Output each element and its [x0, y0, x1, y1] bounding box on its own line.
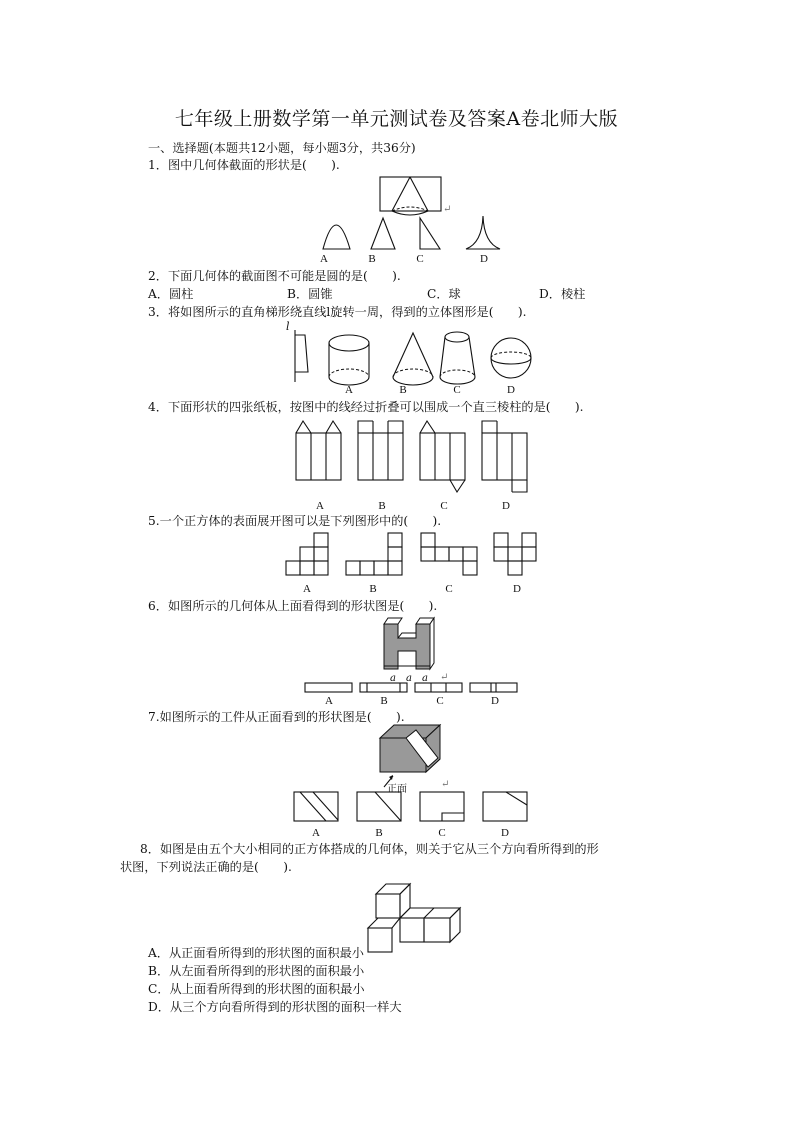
q3-label-c: C [453, 384, 461, 396]
question-5-stem: 5.一个正方体的表面展开图可以是下列图形中的( ). [148, 514, 442, 528]
q6-label-c: C [436, 695, 444, 707]
q1-label-c: C [416, 253, 424, 265]
q7-options-figures [294, 792, 534, 824]
q7-label-d: D [501, 827, 509, 839]
q8-option-d: D．从三个方向看所得到的形状图的面积一样大 [148, 1000, 402, 1014]
q3-label-d: D [507, 384, 515, 396]
q5-label-b: B [369, 583, 377, 595]
q5-label-a: A [303, 583, 311, 595]
axis-label-l: l [286, 320, 290, 333]
return-mark: ↵ [443, 204, 452, 215]
question-3-stem: 3．将如图所示的直角梯形绕直线l旋转一周，得到的立体图形是( ). [148, 305, 527, 319]
q6-label-d: D [491, 695, 499, 707]
q3-figures [290, 330, 540, 385]
q6-label-a: A [325, 695, 333, 707]
q3-label-b: B [399, 384, 407, 396]
q8-cubes-figure [364, 877, 464, 947]
q2-option-b: B．圆锥 [287, 287, 333, 301]
question-2-stem: 2．下面几何体的截面图不可能是圆的是( ). [148, 269, 401, 283]
front-view-label: 正面 [387, 784, 407, 795]
q6-label-b: B [380, 695, 388, 707]
q5-cube-nets-figures [286, 533, 536, 578]
q1-label-a: A [320, 253, 328, 265]
q2-option-d: D．棱柱 [539, 287, 586, 301]
q4-nets-figures [296, 418, 536, 498]
section-heading: 一、选择题(本题共12小题，每小题3分，共36分) [148, 141, 416, 155]
q2-option-a: A．圆柱 [148, 287, 194, 301]
return-mark: ↵ [441, 779, 450, 790]
page-title: 七年级上册数学第一单元测试卷及答案A卷北师大版 [174, 108, 619, 130]
dim-label-a2: a [406, 673, 412, 684]
q6-options-figures [305, 683, 525, 695]
q6-h-shape-figure [384, 618, 444, 673]
q4-label-c: C [440, 500, 448, 512]
dim-label-a1: a [390, 673, 396, 684]
return-mark: ↵ [440, 672, 449, 683]
q2-option-c: C．球 [427, 287, 461, 301]
q7-label-b: B [375, 827, 383, 839]
q8-option-a: A．从正面看所得到的形状图的面积最小 [148, 946, 364, 960]
question-6-stem: 6．如图所示的几何体从上面看得到的形状图是( ). [148, 599, 438, 613]
question-1-stem: 1．图中几何体截面的形状是( ). [148, 158, 340, 172]
q1-label-d: D [480, 253, 488, 265]
q4-label-b: B [378, 500, 386, 512]
q7-label-c: C [438, 827, 446, 839]
q7-workpiece-figure [378, 725, 448, 780]
q7-label-a: A [312, 827, 320, 839]
q1-label-b: B [368, 253, 376, 265]
dim-label-a3: a [422, 673, 428, 684]
q8-option-b: B．从左面看所得到的形状图的面积最小 [148, 964, 365, 978]
question-4-stem: 4．下面形状的四张纸板，按图中的线经过折叠可以围成一个直三棱柱的是( ). [148, 400, 584, 414]
q4-label-a: A [316, 500, 324, 512]
q5-label-d: D [513, 583, 521, 595]
q5-label-c: C [445, 583, 453, 595]
question-8-stem-line1: 8．如图是由五个大小相同的正方体搭成的几何体，则关于它从三个方向看所得到的形 [140, 842, 599, 856]
q8-option-c: C．从上面看所得到的形状图的面积最小 [148, 982, 365, 996]
q1-options-figures [320, 213, 500, 251]
q3-label-a: A [345, 384, 353, 396]
question-8-stem-line2: 状图，下列说法正确的是( ). [120, 860, 292, 874]
q4-label-d: D [502, 500, 510, 512]
question-7-stem: 7.如图所示的工件从正面看到的形状图是( ). [148, 710, 405, 724]
